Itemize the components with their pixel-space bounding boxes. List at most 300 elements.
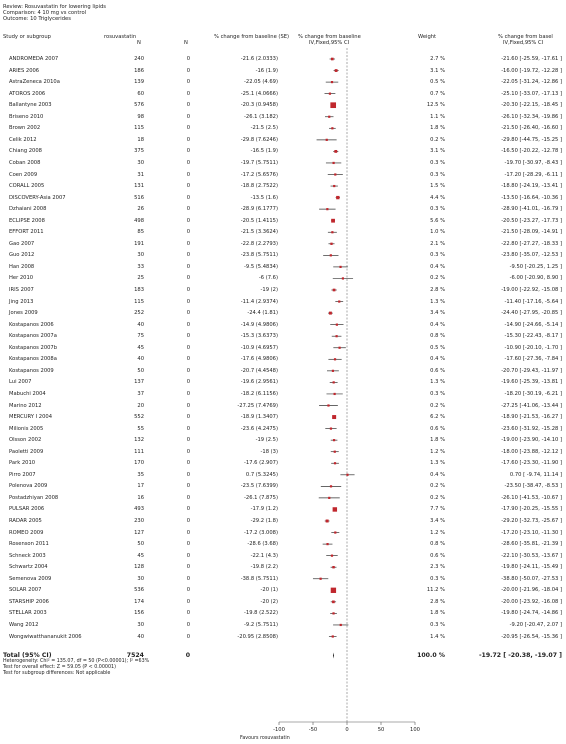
study-square: [340, 624, 342, 626]
study-weight: 5.6 %: [430, 217, 445, 224]
study-square: [335, 69, 338, 72]
study-square: [332, 415, 336, 419]
study-nc: 0: [186, 425, 190, 432]
study-name: Coban 2008: [9, 159, 41, 166]
study-nc: 0: [186, 471, 190, 478]
study-square: [333, 162, 335, 164]
study-n: 252: [134, 310, 144, 317]
study-weight: 2.7 %: [430, 56, 445, 62]
study-weight: 0.3 %: [430, 171, 445, 178]
study-ci: -11.40 [-17.16, -5.64 ]: [504, 298, 562, 305]
study-n: 40: [137, 321, 144, 328]
study-ci: -19.70 [-30.97, -8.43 ]: [504, 159, 562, 166]
study-nc: 0: [186, 621, 190, 628]
study-nc: 0: [186, 552, 190, 559]
study-n: 20: [137, 402, 144, 409]
study-nc: 0: [186, 633, 190, 640]
study-estimate: -18 (3): [260, 448, 278, 455]
study-weight: 4.4 %: [430, 194, 445, 201]
study-n: 115: [134, 125, 144, 132]
study-nc: 0: [186, 564, 190, 571]
study-name: SOLAR 2007: [9, 587, 42, 594]
study-weight: 12.5 %: [426, 102, 445, 109]
study-estimate: -27.25 (7.4769): [237, 402, 278, 409]
study-nc: 0: [186, 541, 190, 548]
study-n: 132: [134, 437, 144, 444]
study-n: 25: [137, 275, 144, 282]
study-ci: -17.90 [-20.25, -15.55 ]: [501, 506, 562, 513]
study-estimate: -17.9 (1.2): [250, 506, 278, 513]
study-weight: 3.1 %: [430, 67, 445, 74]
study-weight: 0.2 %: [430, 494, 445, 501]
study-square: [335, 335, 337, 337]
study-ci: -20.30 [-22.15, -18.45 ]: [501, 102, 562, 109]
col-study: Study or subgroup: [3, 34, 51, 40]
study-n: 75: [137, 333, 144, 340]
study-ci: -22.80 [-27.27, -18.33 ]: [501, 240, 562, 247]
study-nc: 0: [186, 125, 190, 132]
study-nc: 0: [186, 598, 190, 605]
study-square: [331, 231, 333, 233]
study-ci: -22.10 [-30.53, -13.67 ]: [501, 552, 562, 559]
col-plot-title-2: IV,Fixed,95% CI: [309, 40, 350, 46]
study-nc: 0: [186, 518, 190, 524]
study-weight: 6.2 %: [430, 414, 445, 421]
study-square: [320, 578, 322, 580]
study-weight: 0.3 %: [430, 390, 445, 397]
study-weight: 1.4 %: [430, 633, 445, 640]
study-ci: -18.90 [-21.53, -16.27 ]: [501, 414, 562, 421]
study-ci: -28.90 [-41.01, -16.79 ]: [501, 206, 562, 213]
study-square: [331, 219, 335, 223]
study-ci: -18.20 [-30.19, -6.21 ]: [504, 390, 562, 397]
study-estimate: -18.9 (1.3407): [240, 414, 278, 421]
study-name: Marino 2012: [9, 402, 42, 409]
study-nc: 0: [186, 390, 190, 397]
study-name: Dzhaiani 2008: [9, 206, 47, 213]
study-nc: 0: [186, 494, 190, 501]
study-nc: 0: [186, 333, 190, 340]
study-estimate: -28.6 (3.68): [247, 541, 278, 548]
study-estimate: -22.05 (4.69): [244, 79, 278, 86]
study-n: 230: [134, 518, 144, 524]
study-ci: -20.00 [-23.92, -16.08 ]: [501, 598, 562, 605]
study-ci: -28.60 [-35.81, -21.39 ]: [501, 541, 562, 548]
study-ci: -21.50 [-26.40, -16.60 ]: [501, 125, 562, 132]
study-estimate: -6 (7.6): [258, 275, 278, 282]
study-n: 45: [137, 344, 144, 351]
study-name: Paoletti 2009: [9, 448, 44, 455]
study-square: [326, 543, 328, 545]
study-n: 186: [134, 67, 144, 74]
overall-effect-text: Test for overall effect: Z = 59.05 (P < 0.00001): [3, 665, 116, 670]
col-rosuvastatin: rosuvastatin: [104, 34, 137, 40]
study-estimate: 0.7 (5.3245): [245, 471, 278, 478]
x-tick-label: 50: [377, 727, 385, 733]
study-weight: 0.8 %: [430, 333, 445, 340]
study-square: [333, 185, 335, 187]
study-weight: 0.8 %: [430, 541, 445, 548]
study-n: 18: [137, 136, 144, 143]
study-estimate: -23.5 (7.6399): [240, 483, 278, 490]
study-estimate: -28.9 (6.1777): [240, 206, 278, 213]
study-nc: 0: [186, 136, 190, 143]
study-n: 50: [137, 541, 144, 548]
study-estimate: -22.1 (4.3): [250, 552, 278, 559]
study-ci: -26.10 [-32.34, -19.86 ]: [501, 113, 562, 120]
study-name: Lui 2007: [9, 379, 32, 386]
study-square: [339, 266, 341, 268]
study-weight: 1.3 %: [430, 298, 445, 305]
study-estimate: -20 (1): [260, 587, 278, 594]
col-weight: Weight: [418, 34, 437, 40]
col-n2: N: [184, 40, 188, 46]
study-name: Celik 2012: [9, 136, 37, 143]
study-weight: 0.2 %: [430, 275, 445, 282]
study-nc: 0: [186, 344, 190, 351]
col-plot-title-1: % change from baseline: [298, 34, 361, 40]
study-name: CORALL 2005: [9, 183, 45, 190]
study-name: Rosenson 2011: [9, 541, 49, 548]
study-n: 40: [137, 356, 144, 363]
study-n: 16: [137, 494, 144, 501]
study-name: Coen 2009: [9, 171, 38, 178]
study-estimate: -17.6 (2.907): [244, 460, 278, 467]
study-n: 516: [134, 194, 144, 201]
study-weight: 0.6 %: [430, 552, 445, 559]
col-pct-change: % change from baseline (SE): [214, 34, 290, 40]
study-ci: -17.60 [-27.36, -7.84 ]: [504, 356, 562, 363]
study-n: 240: [134, 56, 144, 62]
study-weight: 2.8 %: [430, 598, 445, 605]
study-weight: 11.2 %: [426, 587, 445, 594]
study-ci: -23.50 [-38.47, -8.53 ]: [504, 483, 562, 490]
study-n: 45: [137, 552, 144, 559]
study-nc: 0: [186, 252, 190, 259]
study-weight: 3.1 %: [430, 148, 445, 155]
heterogeneity-text: Heterogeneity: Chi² = 135.07, df = 50 (P<0.00001); I² =63%: [3, 659, 150, 664]
study-ci: -14.90 [-24.66, -5.14 ]: [504, 321, 562, 328]
study-name: Han 2008: [9, 263, 35, 270]
study-square: [331, 127, 333, 129]
study-square: [334, 462, 336, 464]
study-weight: 2.1 %: [430, 240, 445, 247]
study-square: [327, 404, 329, 406]
study-ci: -9.20 [-20.47, 2.07 ]: [509, 621, 562, 628]
study-nc: 0: [186, 529, 190, 536]
study-name: EFFORT 2011: [9, 229, 44, 236]
study-nc: 0: [186, 379, 190, 386]
study-square: [333, 381, 335, 383]
study-ci: -20.00 [-21.96, -18.04 ]: [501, 587, 562, 594]
study-nc: 0: [186, 79, 190, 86]
study-estimate: -26.1 (3.182): [244, 113, 278, 120]
study-ci: -19.80 [-24.74, -14.86 ]: [501, 610, 562, 617]
study-ci: -20.50 [-23.27, -17.73 ]: [501, 217, 562, 224]
study-n: 30: [137, 159, 144, 166]
study-estimate: -18.8 (2.7522): [240, 183, 278, 190]
study-name: PULSAR 2006: [9, 506, 45, 513]
study-square: [329, 93, 331, 95]
study-square: [334, 173, 336, 175]
study-name: STARSHIP 2006: [9, 598, 49, 605]
study-square: [332, 612, 334, 614]
study-nc: 0: [186, 448, 190, 455]
study-n: 30: [137, 252, 144, 259]
study-name: Milionis 2005: [9, 425, 44, 432]
study-ci: -25.10 [-33.07, -17.13 ]: [501, 90, 562, 97]
study-estimate: -17.6 (4.9806): [240, 356, 278, 363]
study-name: Jing 2013: [9, 298, 34, 305]
study-weight: 0.3 %: [430, 159, 445, 166]
study-estimate: -20.95 (2.8508): [237, 633, 278, 640]
study-square: [331, 555, 333, 557]
study-weight: 1.2 %: [430, 448, 445, 455]
study-name: Gao 2007: [9, 240, 35, 247]
study-square: [333, 289, 336, 292]
study-n: 174: [134, 598, 144, 605]
study-name: Schneck 2003: [9, 552, 46, 559]
x-tick-label: -100: [273, 727, 285, 733]
study-weight: 0.4 %: [430, 321, 445, 328]
study-square: [338, 347, 340, 349]
study-square: [331, 81, 333, 83]
study-square: [330, 254, 332, 256]
study-square: [326, 520, 329, 523]
study-estimate: -16 (1.9): [255, 67, 278, 74]
x-tick-label: 100: [410, 727, 420, 733]
study-weight: 1.8 %: [430, 437, 445, 444]
total-nc: 0: [185, 652, 190, 659]
subgroup-diff-text: Test for subgroup differences: Not applicable: [3, 671, 111, 676]
study-weight: 0.6 %: [430, 425, 445, 432]
study-n: 26: [137, 206, 144, 213]
study-square: [336, 196, 339, 199]
study-square: [332, 601, 335, 604]
study-square: [326, 208, 328, 210]
study-ci: 0.70 [ -9.74, 11.14 ]: [509, 471, 562, 478]
study-name: Chiang 2008: [9, 148, 42, 155]
study-name: Briseno 2010: [9, 113, 44, 120]
study-ci: -19.80 [-24.11, -15.49 ]: [501, 564, 562, 571]
study-estimate: -22.8 (2.2793): [240, 240, 278, 247]
study-nc: 0: [186, 56, 190, 62]
study-estimate: -23.8 (5.7511): [240, 252, 278, 259]
study-ci: -23.80 [-35.07, -12.53 ]: [501, 252, 562, 259]
study-square: [330, 102, 336, 108]
study-square: [334, 150, 337, 153]
study-name: Semenova 2009: [9, 575, 52, 582]
study-nc: 0: [186, 90, 190, 97]
study-name: ANDROMEDA 2007: [9, 56, 59, 62]
study-weight: 0.3 %: [430, 575, 445, 582]
study-n: 85: [137, 229, 144, 236]
study-ci: -29.20 [-32.73, -25.67 ]: [501, 518, 562, 524]
study-square: [346, 474, 348, 476]
study-weight: 0.5 %: [430, 344, 445, 351]
study-n: 115: [134, 298, 144, 305]
study-square: [328, 116, 330, 118]
study-nc: 0: [186, 587, 190, 594]
study-ci: -27.25 [-41.06, -13.44 ]: [501, 402, 562, 409]
study-name: RADAR 2005: [9, 518, 42, 524]
study-ci: -16.00 [-19.72, -12.28 ]: [501, 67, 562, 74]
study-ci: -21.60 [-25.59, -17.61 ]: [501, 56, 562, 62]
study-estimate: -19 (2.5): [255, 437, 278, 444]
study-name: ARIES 2006: [9, 67, 40, 74]
study-name: Kostapanos 2009: [9, 367, 54, 374]
study-weight: 1.5 %: [430, 183, 445, 190]
total-weight: 100.0 %: [417, 652, 445, 659]
study-n: 493: [134, 506, 144, 513]
study-name: Schwartz 2004: [9, 564, 48, 571]
study-name: Kostapanos 2007b: [9, 344, 58, 351]
study-name: Kostapanos 2008a: [9, 356, 57, 363]
study-weight: 0.4 %: [430, 471, 445, 478]
study-estimate: -17.2 (5.6576): [240, 171, 278, 178]
study-n: 137: [134, 379, 144, 386]
study-estimate: -38.8 (5.7511): [240, 575, 278, 582]
study-ci: -19.00 [-22.92, -15.08 ]: [501, 287, 562, 293]
study-estimate: -29.8 (7.6246): [240, 136, 278, 143]
study-nc: 0: [186, 183, 190, 190]
study-square: [334, 531, 336, 533]
study-ci: -17.60 [-23.30, -11.90 ]: [501, 460, 562, 467]
study-square: [328, 497, 330, 499]
study-nc: 0: [186, 298, 190, 305]
study-nc: 0: [186, 414, 190, 421]
study-n: 98: [137, 113, 144, 120]
study-estimate: -21.6 (2.0333): [240, 56, 278, 62]
study-n: 17: [137, 483, 144, 490]
study-nc: 0: [186, 483, 190, 490]
x-tick-label: -50: [308, 727, 318, 733]
study-square: [334, 358, 336, 360]
study-nc: 0: [186, 67, 190, 74]
study-estimate: -14.9 (4.9806): [240, 321, 278, 328]
study-n: 498: [134, 217, 144, 224]
study-estimate: -19 (2): [260, 287, 278, 293]
study-estimate: -21.5 (3.3624): [240, 229, 278, 236]
study-square: [332, 370, 334, 372]
study-nc: 0: [186, 367, 190, 374]
study-nc: 0: [186, 460, 190, 467]
study-nc: 0: [186, 240, 190, 247]
study-nc: 0: [186, 287, 190, 293]
study-nc: 0: [186, 263, 190, 270]
study-square: [334, 393, 336, 395]
study-square: [332, 566, 334, 568]
study-weight: 0.2 %: [430, 136, 445, 143]
study-n: 50: [137, 367, 144, 374]
study-square: [331, 588, 336, 593]
study-square: [329, 312, 332, 315]
study-n: 31: [137, 171, 144, 178]
study-weight: 3.4 %: [430, 310, 445, 317]
study-n: 35: [137, 471, 144, 478]
study-nc: 0: [186, 102, 190, 109]
study-weight: 0.3 %: [430, 206, 445, 213]
study-name: Brown 2002: [9, 125, 41, 132]
study-estimate: -29.2 (1.8): [250, 518, 278, 524]
study-name: Wang 2012: [9, 621, 39, 628]
col-right-title-2: IV,Fixed,95% CI: [503, 40, 544, 46]
study-n: 128: [134, 564, 144, 571]
study-square: [331, 58, 334, 61]
study-name: Jones 2009: [9, 310, 38, 317]
study-weight: 0.3 %: [430, 621, 445, 628]
study-nc: 0: [186, 217, 190, 224]
col-right-title-1: % change from basel: [498, 34, 553, 40]
study-square: [330, 485, 332, 487]
study-weight: 1.0 %: [430, 229, 445, 236]
study-n: 139: [134, 79, 144, 86]
study-weight: 1.3 %: [430, 379, 445, 386]
study-n: 183: [134, 287, 144, 293]
study-nc: 0: [186, 402, 190, 409]
study-n: 536: [134, 587, 144, 594]
study-n: 55: [137, 425, 144, 432]
study-n: 156: [134, 610, 144, 617]
outcome-line: Outcome: 10 Triglycerides: [3, 16, 71, 22]
study-n: 30: [137, 575, 144, 582]
study-name: Guo 2012: [9, 252, 35, 259]
study-n: 191: [134, 240, 144, 247]
study-name: Kostapanos 2007a: [9, 333, 57, 340]
study-ci: -6.00 [-20.90, 8.90 ]: [509, 275, 562, 282]
study-weight: 0.7 %: [430, 90, 445, 97]
study-nc: 0: [186, 148, 190, 155]
study-n: 37: [137, 390, 144, 397]
study-weight: 0.6 %: [430, 367, 445, 374]
study-ci: -24.40 [-27.95, -20.85 ]: [501, 310, 562, 317]
study-ci: -26.10 [-41.53, -10.67 ]: [501, 494, 562, 501]
favours-label: Favours rosuvastatin: [240, 736, 290, 741]
study-weight: 0.4 %: [430, 263, 445, 270]
study-n: 375: [134, 148, 144, 155]
study-ci: -18.80 [-24.19, -13.41 ]: [501, 183, 562, 190]
study-weight: 1.1 %: [430, 113, 445, 120]
study-estimate: -18.2 (6.1156): [240, 390, 278, 397]
study-weight: 0.3 %: [430, 252, 445, 259]
study-estimate: -20.5 (1.4115): [240, 217, 278, 224]
study-estimate: -19.8 (2.522): [244, 610, 278, 617]
study-n: 30: [137, 621, 144, 628]
study-ci: -20.95 [-26.54, -15.36 ]: [501, 633, 562, 640]
study-nc: 0: [186, 437, 190, 444]
study-nc: 0: [186, 159, 190, 166]
review-line: Review: Rosuvastatin for lowering lipids: [3, 4, 106, 10]
total-n: 7524: [126, 652, 144, 659]
study-nc: 0: [186, 575, 190, 582]
study-weight: 2.8 %: [430, 287, 445, 293]
study-ci: -9.50 [-20.25, 1.25 ]: [509, 263, 562, 270]
study-name: Ballantyne 2003: [9, 102, 52, 109]
total-diamond: [333, 653, 334, 659]
total-label: Total (95% CI): [3, 652, 52, 659]
study-weight: 0.5 %: [430, 79, 445, 86]
study-name: Her 2010: [9, 275, 34, 282]
study-nc: 0: [186, 310, 190, 317]
study-n: 33: [137, 263, 144, 270]
study-n: 40: [137, 633, 144, 640]
study-estimate: -20.7 (4.4548): [240, 367, 278, 374]
study-name: MERCURY I 2004: [9, 414, 52, 421]
study-name: ECLIPSE 2008: [9, 217, 45, 224]
study-name: Wongwiwatthananukit 2006: [9, 633, 82, 640]
study-weight: 2.3 %: [430, 564, 445, 571]
study-name: STELLAR 2003: [9, 610, 47, 617]
